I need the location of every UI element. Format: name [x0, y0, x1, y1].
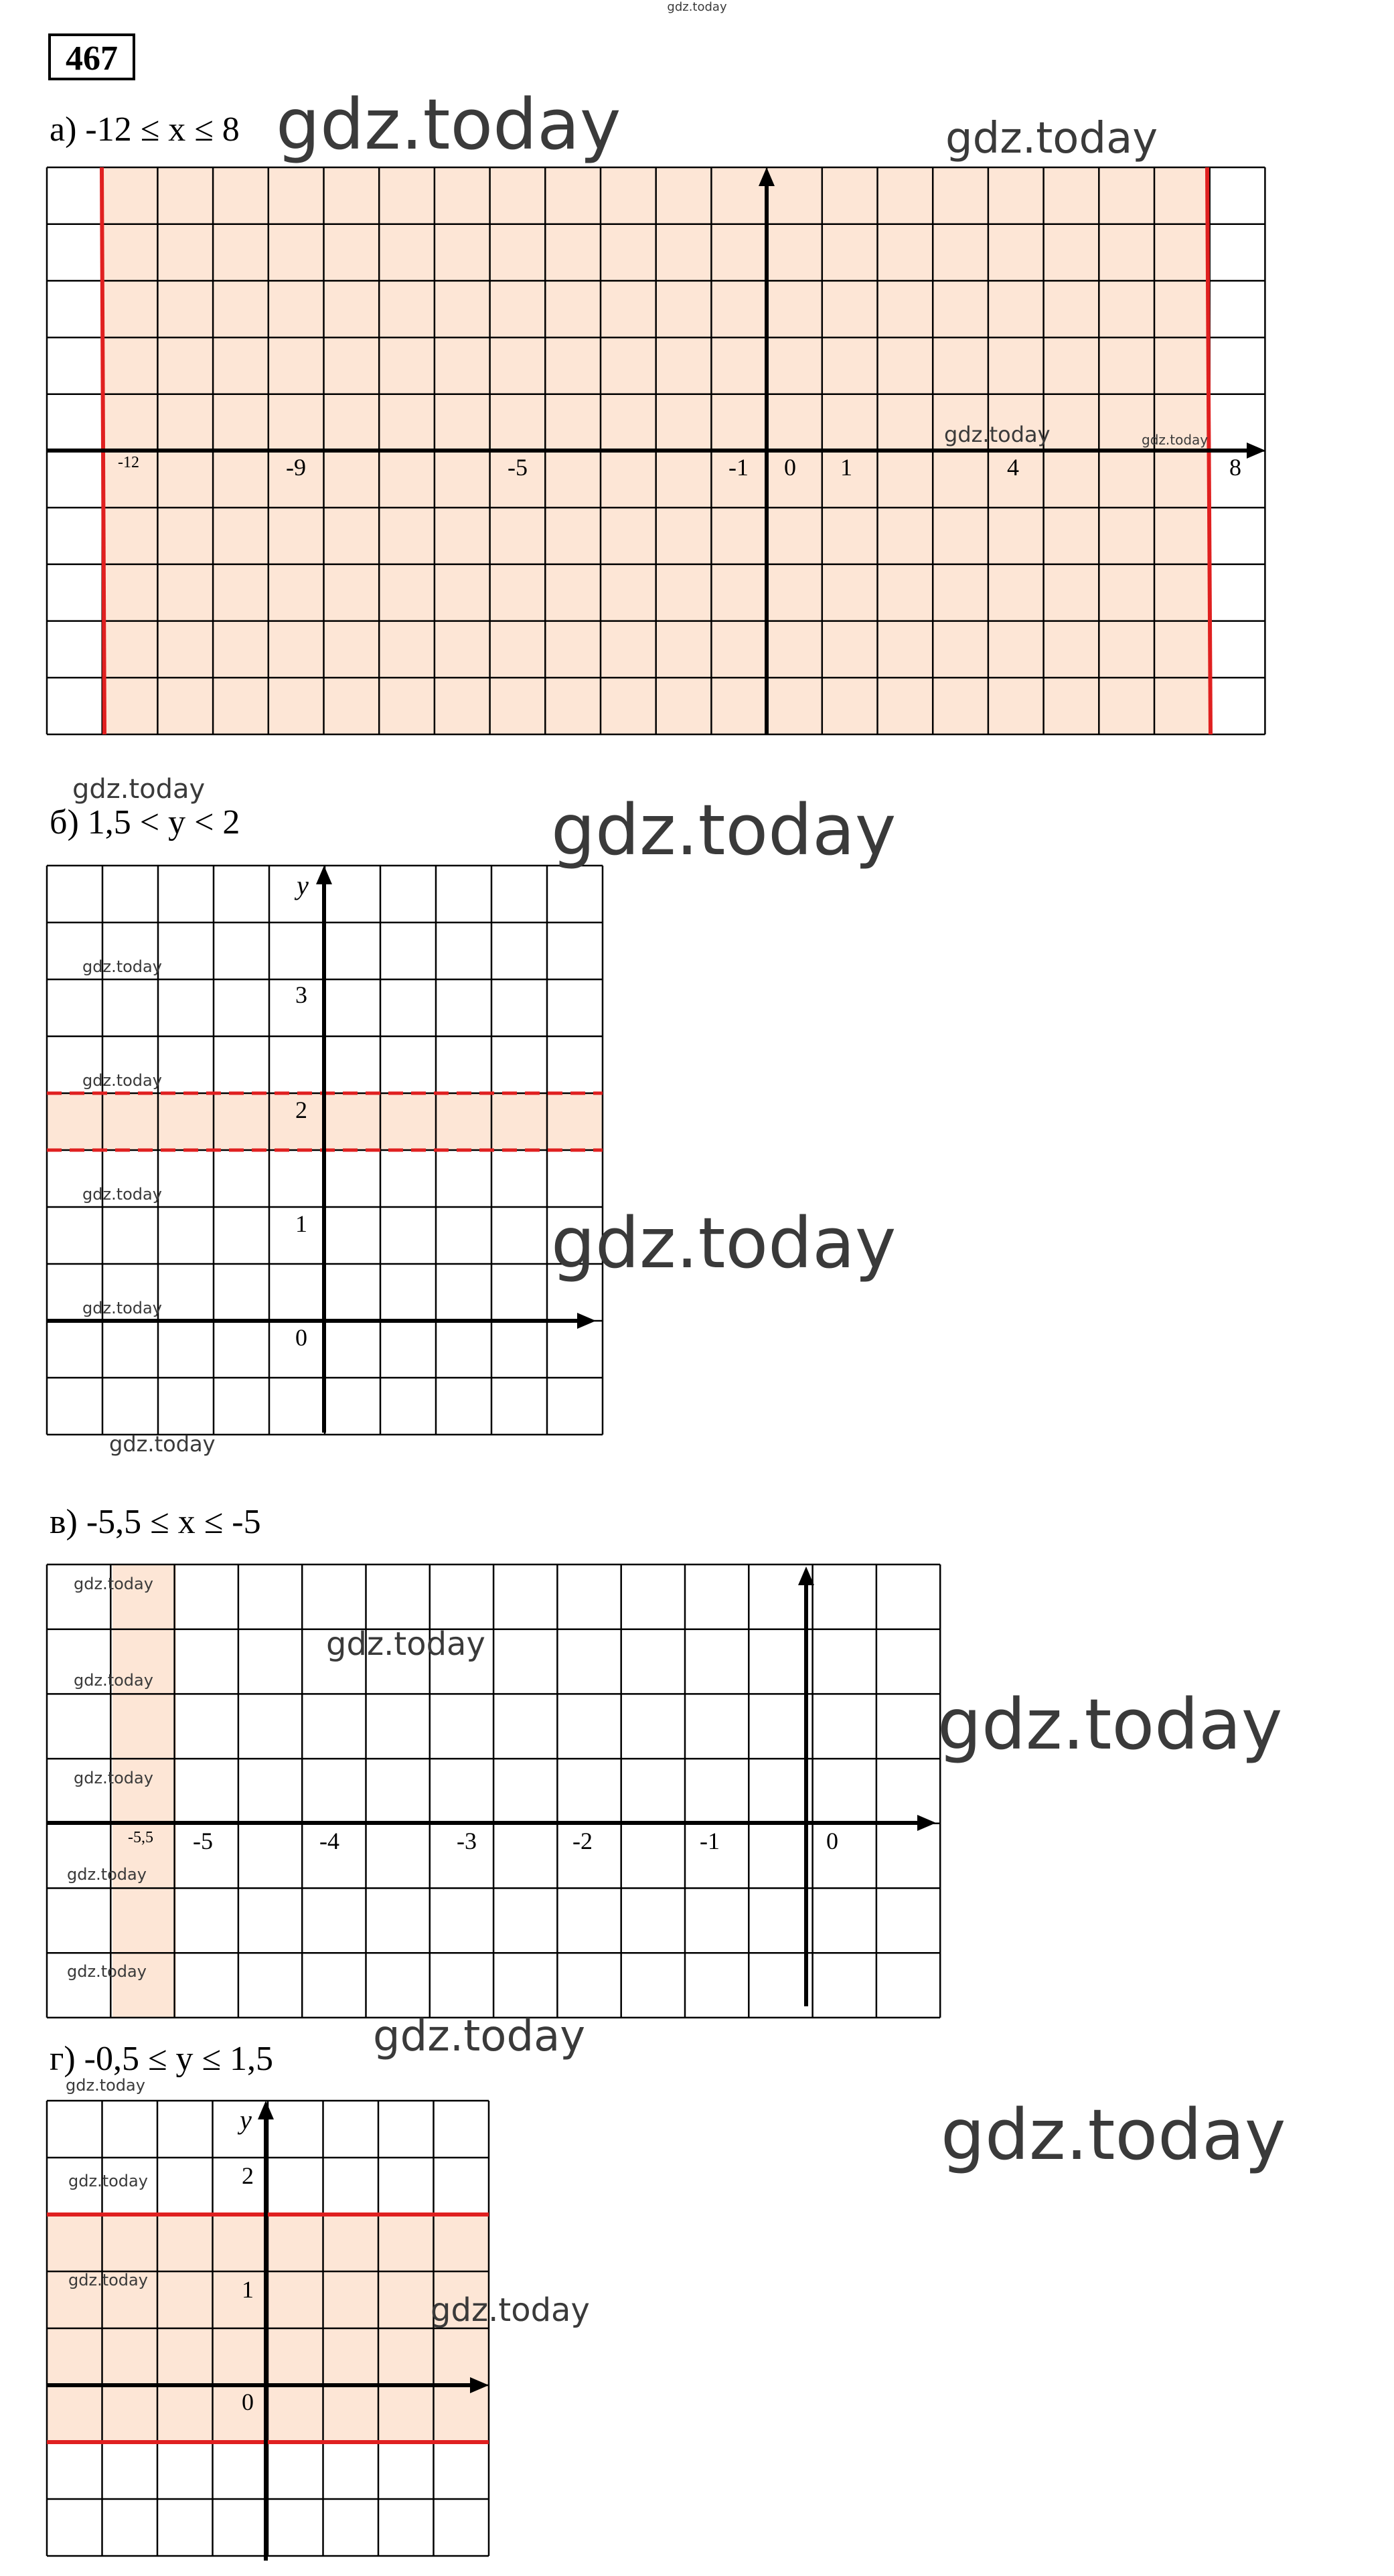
part-g-label: г) -0,5 ≤ y ≤ 1,5: [50, 2040, 274, 2078]
part-v-graph: [47, 1564, 940, 2018]
part-v-label: в) -5,5 ≤ x ≤ -5: [50, 1503, 261, 1541]
part-v-tick: -5,5: [128, 1829, 153, 1846]
watermark: gdz.today: [937, 1684, 1283, 1765]
watermark: gdz.today: [1142, 432, 1209, 448]
part-v-tick: 0: [826, 1828, 838, 1854]
watermark: gdz.today: [109, 1431, 216, 1457]
part-b-y-arrow: [316, 866, 332, 884]
watermark: gdz.today: [67, 1865, 147, 1884]
watermark: gdz.today: [82, 1299, 162, 1317]
watermark: gdz.today: [941, 2094, 1286, 2176]
watermark: gdz.today: [74, 1769, 153, 1787]
watermark: gdz.today: [82, 1185, 162, 1204]
header-watermark: gdz.today: [667, 0, 727, 14]
part-b-x-arrow: [577, 1313, 596, 1329]
part-b-label: б) 1,5 < y < 2: [50, 803, 240, 841]
part-g-tick: 2: [242, 2162, 254, 2189]
part-b-tick: 2: [295, 1097, 307, 1123]
part-a-tick: 1: [840, 454, 852, 481]
problem-number: 467: [66, 39, 118, 78]
watermark: gdz.today: [276, 84, 621, 165]
part-v-tick: -2: [572, 1828, 593, 1854]
part-v-tick: -1: [700, 1828, 720, 1854]
part-v-x-arrow: [917, 1815, 936, 1831]
part-a-tick: -1: [728, 454, 749, 481]
part-b-graph: [47, 866, 603, 1435]
part-g-graph: [47, 2101, 489, 2561]
part-b-axis-label: y: [297, 870, 309, 900]
watermark: gdz.today: [373, 2012, 586, 2061]
watermark: gdz.today: [68, 2271, 148, 2289]
part-a-graph: [47, 167, 1265, 734]
watermark: gdz.today: [67, 1962, 147, 1981]
watermark: gdz.today: [431, 2291, 590, 2329]
part-v-tick: -5: [193, 1828, 213, 1854]
watermark: gdz.today: [74, 1671, 153, 1690]
watermark: gdz.today: [945, 114, 1158, 163]
watermark: gdz.today: [326, 1625, 485, 1663]
watermark: gdz.today: [66, 2076, 145, 2095]
part-a-tick: -9: [286, 454, 306, 481]
watermark: gdz.today: [72, 774, 206, 805]
watermark: gdz.today: [551, 1202, 897, 1284]
part-a-tick: 8: [1229, 454, 1241, 481]
part-a-tick: 4: [1007, 454, 1019, 481]
watermark: gdz.today: [82, 1071, 162, 1090]
part-v-tick: -4: [319, 1828, 339, 1854]
watermark: gdz.today: [74, 1575, 153, 1593]
watermark: gdz.today: [944, 422, 1051, 447]
part-a-tick: 0: [784, 454, 796, 481]
part-g-tick: 1: [242, 2276, 254, 2303]
watermark: gdz.today: [68, 2172, 148, 2190]
part-a-tick: -12: [118, 454, 139, 471]
part-g-tick: 0: [242, 2389, 254, 2415]
part-b-tick: 1: [295, 1210, 307, 1237]
watermark: gdz.today: [82, 957, 162, 976]
part-a-tick: -5: [508, 454, 528, 481]
watermark: gdz.today: [551, 789, 897, 871]
part-b-tick: 3: [295, 981, 307, 1008]
part-g-y-arrow: [258, 2101, 274, 2119]
part-v-solution-region: [112, 1564, 176, 2018]
part-b-tick: 0: [295, 1324, 307, 1351]
part-g-axis-label: y: [240, 2105, 252, 2135]
part-a-label: а) -12 ≤ x ≤ 8: [50, 110, 240, 149]
part-a-x-arrow: [1247, 442, 1265, 459]
part-v-tick: -3: [457, 1828, 477, 1854]
